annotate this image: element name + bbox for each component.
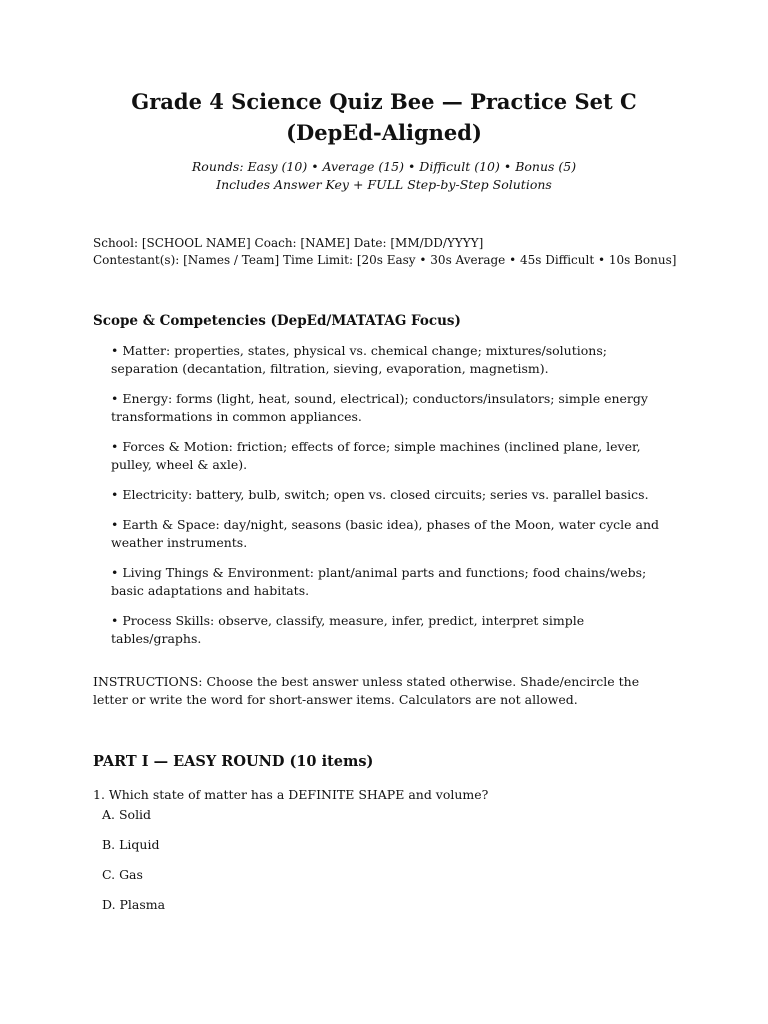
scope-item-matter: • Matter: properties, states, physical vs. chemical change; mixtures/solutions; separation (decantation, filtration, sieving, evaporation, magnetism). <box>111 343 607 376</box>
question-1-option-d: D. Plasma <box>102 897 166 912</box>
question-1-text: 1. Which state of matter has a DEFINITE SHAPE and volume? <box>93 787 489 802</box>
question-1-option-a: A. Solid <box>102 807 152 822</box>
scope-item-earth-space: • Earth & Space: day/night, seasons (basic idea), phases of the Moon, water cycle and weather instruments. <box>111 517 660 550</box>
includes-subtitle: Includes Answer Key + FULL Step-by-Step Solutions <box>216 177 552 192</box>
document-title: Grade 4 Science Quiz Bee — Practice Set C (DepEd-Aligned) <box>131 89 637 145</box>
rounds-subtitle: Rounds: Easy (10) • Average (15) • Difficult (10) • Bonus (5) <box>191 159 577 174</box>
scope-item-energy: • Energy: forms (light, heat, sound, electrical); conductors/insulators; simple energy transformations in common appliances. <box>111 391 648 424</box>
scope-item-forces-motion: • Forces & Motion: friction; effects of force; simple machines (inclined plane, lever, pulley, wheel & axle). <box>111 439 641 472</box>
scope-item-electricity: • Electricity: battery, bulb, switch; open vs. closed circuits; series vs. parallel basics. <box>111 487 649 502</box>
scope-list <box>111 342 671 660</box>
part-1-heading: PART I — EASY ROUND (10 items) <box>93 753 374 770</box>
school-info-line: School: [SCHOOL NAME] Coach: [NAME] Date: [MM/DD/YYYY] <box>93 236 484 250</box>
question-1-option-b: B. Liquid <box>102 837 160 852</box>
scope-item-process-skills: • Process Skills: observe, classify, measure, infer, predict, interpret simple tables/graphs. <box>111 613 585 646</box>
scope-heading: Scope & Competencies (DepEd/MATATAG Focus) <box>93 313 461 329</box>
scope-item-living-things: • Living Things & Environment: plant/animal parts and functions; food chains/webs; basic adaptations and habitats. <box>111 565 647 598</box>
question-1-option-c: C. Gas <box>102 867 143 882</box>
contestant-info-line: Contestant(s): [Names / Team] Time Limit: [20s Easy • 30s Average • 45s Difficult • 10s Bonus] <box>93 253 677 267</box>
instructions-text: INSTRUCTIONS: Choose the best answer unless stated otherwise. Shade/encircle the letter or write the word for short-answer items. Calculators are not allowed. <box>93 674 640 707</box>
